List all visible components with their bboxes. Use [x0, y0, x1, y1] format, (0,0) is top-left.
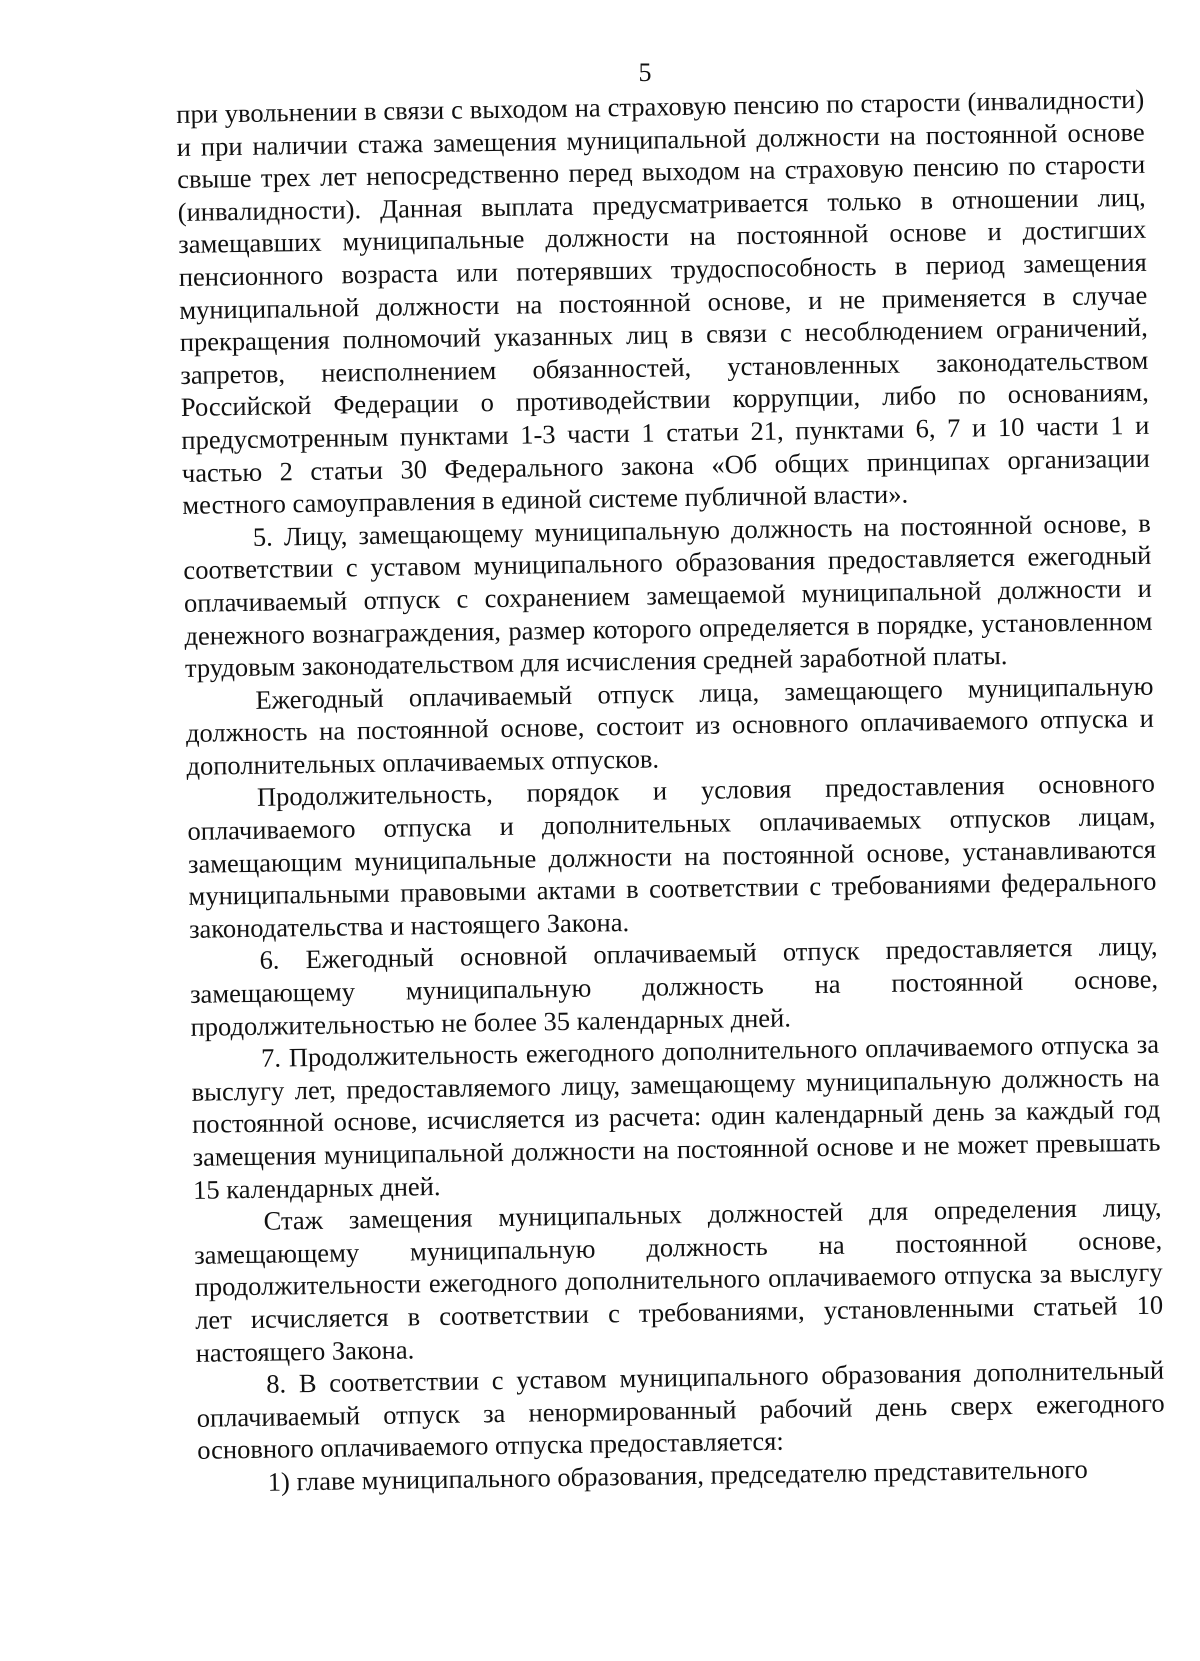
paragraph-item-6: 6. Ежегодный основной оплачиваемый отпуск предоставляется лицу, замещающему муниципальную должность на постоянной основе, продолжительностью не более 35 календарных дней. — [189, 931, 1159, 1042]
paragraph-item-5: 5. Лицу, замещающему муниципальную должность на постоянной основе, в соответствии с уставом муниципального образования предоставляется ежегодный оплачиваемый отпуск с сохранением замещаемой муниципальной должности и денежного вознаграждения, размер которого определяется в порядке, установленном трудовым законодательством для исчисления средней заработной платы. — [183, 507, 1153, 684]
paragraph-item-8: 8. В соответствии с уставом муниципального образования дополнительный оплачиваемый отпуск за ненормированный рабочий день сверх ежегодного основного оплачиваемого отпуска предоставляется: — [196, 1354, 1165, 1466]
paragraph-item-7: 7. Продолжительность ежегодного дополнительного оплачиваемого отпуска за выслугу лет, предоставляемого лицу, замещающему муниципальную должность на постоянной основе, исчисляется из расчета: один календарный день за каждый год замещения муниципальной должности на постоянной основе и не может превышать 15 календарных дней. — [191, 1028, 1161, 1205]
paragraph-subitem-1: 1) главе муниципального образования, председателю представительного — [267, 1453, 1088, 1497]
paragraph-leave-conditions: Продолжительность, порядок и условия предоставления основного оплачиваемого отпуска и дополнительных оплачиваемых отпусков лицам, замещающим муниципальные должности на постоянной основе, устанавливаются муниципальными правовыми актами в соответствии с требованиями федерального законодательства и настоящего Закона. — [187, 768, 1157, 944]
document-body — [176, 83, 1166, 1500]
paragraph-continuation: при увольнении в связи с выходом на страховую пенсию по старости (инвалидности) и при наличии стажа замещения муниципальной должности на постоянной основе свыше трех лет непосредственно перед выходом на страховую пенсию по старости (инвалидности). Данная выплата предусматривается только в отношении лиц, замещавших муниципальные должности на постоянной основе и достигших пенсионного возраста или потерявших трудоспособность в период замещения муниципальной должности на постоянной основе, и не применяется в случае прекращения полномочий указанных лиц в связи с несоблюдением ограничений, запретов, неисполнением обязанностей, установленных законодательством Российской Федерации о противодействии коррупции, либо по основаниям, предусмотренным пунктами 1-3 части 1 статьи 21, пунктами 6, 7 и 10 части 1 и частью 2 статьи 30 Федерального закона «Об общих принципах организации местного самоуправления в единой системе публичной власти». — [176, 83, 1150, 521]
page-number: 5 — [638, 58, 652, 87]
paragraph-annual-leave: Ежегодный оплачиваемый отпуск лица, замещающего муниципальную должность на постоянной основе, состоит из основного оплачиваемого отпуска и дополнительных оплачиваемых отпусков. — [185, 670, 1155, 781]
paragraph-seniority: Стаж замещения муниципальных должностей для определения лицу, замещающему муниципальную должность на постоянной основе, продолжительности ежегодного дополнительного оплачиваемого отпуска за выслугу лет исчисляется в соответствии с требованиями, установленными статьей 10 настоящего Закона. — [193, 1191, 1164, 1368]
